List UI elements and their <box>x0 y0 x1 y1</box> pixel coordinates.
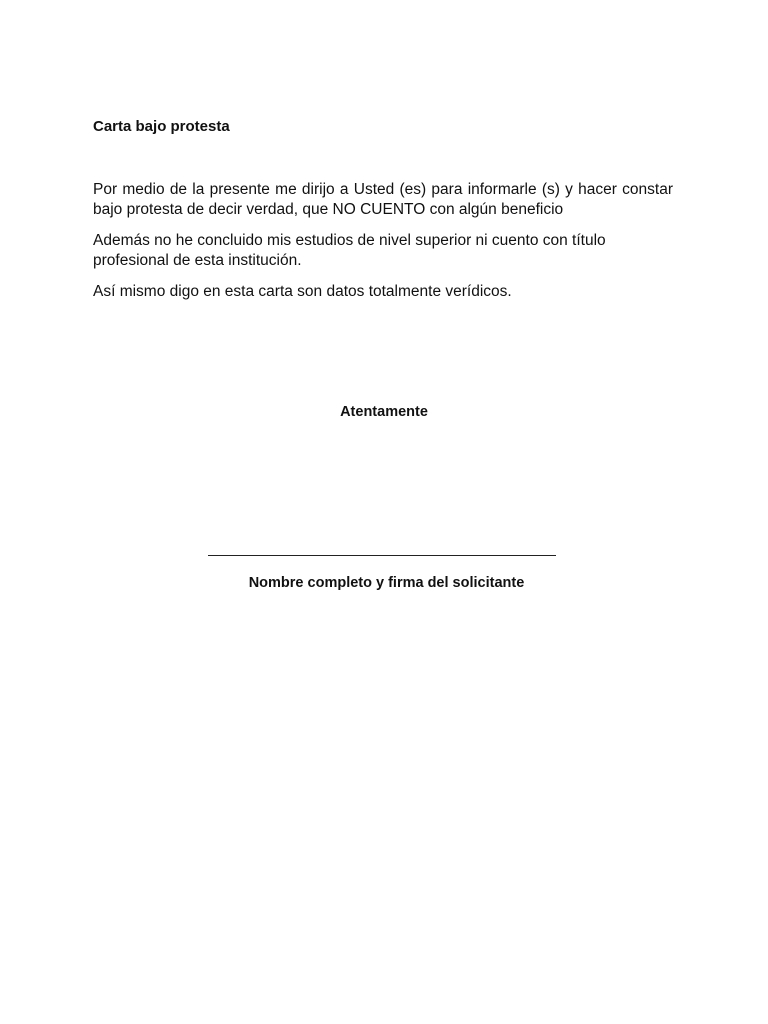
paragraph-truthfulness: Así mismo digo en esta carta son datos totalmente verídicos. <box>93 283 512 300</box>
paragraph-intro: Por medio de la presente me dirijo a Usted (es) para informarle (s) y hacer constar bajo protesta de decir verdad, que NO CUENTO con algún beneficio <box>93 181 673 218</box>
paragraph-studies: Además no he concluido mis estudios de nivel superior ni cuento con título profesional de esta institución. <box>93 232 606 269</box>
closing-salutation: Atentamente <box>340 404 428 420</box>
document-title: Carta bajo protesta <box>93 118 230 135</box>
signature-line <box>208 555 556 556</box>
signature-label: Nombre completo y firma del solicitante <box>248 575 525 591</box>
